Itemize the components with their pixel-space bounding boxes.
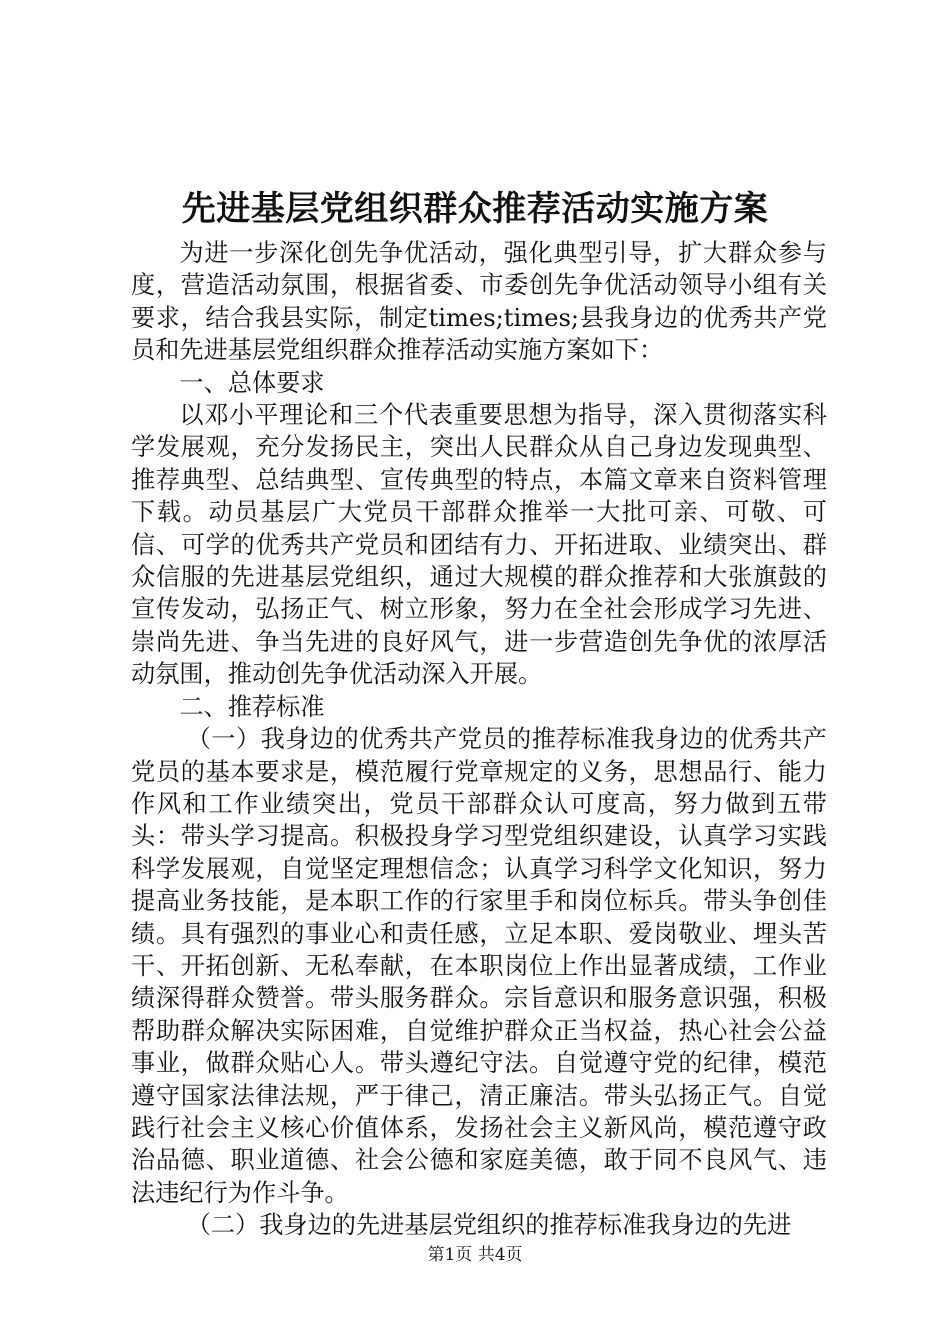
page-number-footer: 第1页 共4页 [427, 1245, 523, 1265]
general-requirements-paragraph: 以邓小平理论和三个代表重要思想为指导，深入贯彻落实科学发展观，充分发扬民主，突出人民群众从自己身边发现典型、推荐典型、总结典型、宣传典型的特点，本篇文章来自资料管理下载。动员基层广大党员干部群众推举一大批可亲、可敬、可信、可学的优秀共产党员和团结有力、开拓进取、业绩突出、群众信服的先进基层党组织，通过大规模的群众推荐和大张旗鼓的宣传发动，弘扬正气、树立形象，努力在全社会形成学习先进、崇尚先进、争当先进的良好风气，进一步营造创先争优的浓厚活动氛围，推动创先争优活动深入开展。 [131, 401, 827, 689]
intro-paragraph: 为进一步深化创先争优活动，强化典型引导，扩大群众参与度，营造活动氛围，根据省委、市委创先争优活动领导小组有关要求，结合我县实际，制定times;times;县我身边的优秀共产党员和先进基层党组织群众推荐活动实施方案如下： [131, 239, 827, 365]
document-title: 先进基层党组织群众推荐活动实施方案 [181, 189, 769, 229]
standards-party-member-paragraph: （一）我身边的优秀共产党员的推荐标准我身边的优秀共产党员的基本要求是，模范履行党章规定的义务，思想品行、能力作风和工作业绩突出，党员干部群众认可度高，努力做到五带头：带头学习提高。积极投身学习型党组织建设，认真学习实践科学发展观，自觉坚定理想信念；认真学习科学文化知识，努力提高业务技能，是本职工作的行家里手和岗位标兵。带头争创佳绩。具有强烈的事业心和责任感，立足本职、爱岗敬业、埋头苦干、开拓创新、无私奉献，在本职岗位上作出显著成绩，工作业绩深得群众赞誉。带头服务群众。宗旨意识和服务意识强，积极帮助群众解决实际困难，自觉维护群众正当权益，热心社会公益事业，做群众贴心人。带头遵纪守法。自觉遵守党的纪律，模范遵守国家法律法规，严于律己，清正廉洁。带头弘扬正气。自觉践行社会主义核心价值体系，发扬社会主义新风尚，模范遵守政治品德、职业道德、社会公德和家庭美德，敢于同不良风气、违法违纪行为作斗争。 [131, 725, 827, 1207]
section-heading-recommendation-standards: 二、推荐标准 [179, 692, 325, 721]
document-body [131, 237, 827, 1242]
section-heading-general-requirements: 一、总体要求 [179, 368, 325, 397]
standards-party-organization-paragraph: （二）我身边的先进基层党组织的推荐标准我身边的先进 [186, 1211, 792, 1240]
